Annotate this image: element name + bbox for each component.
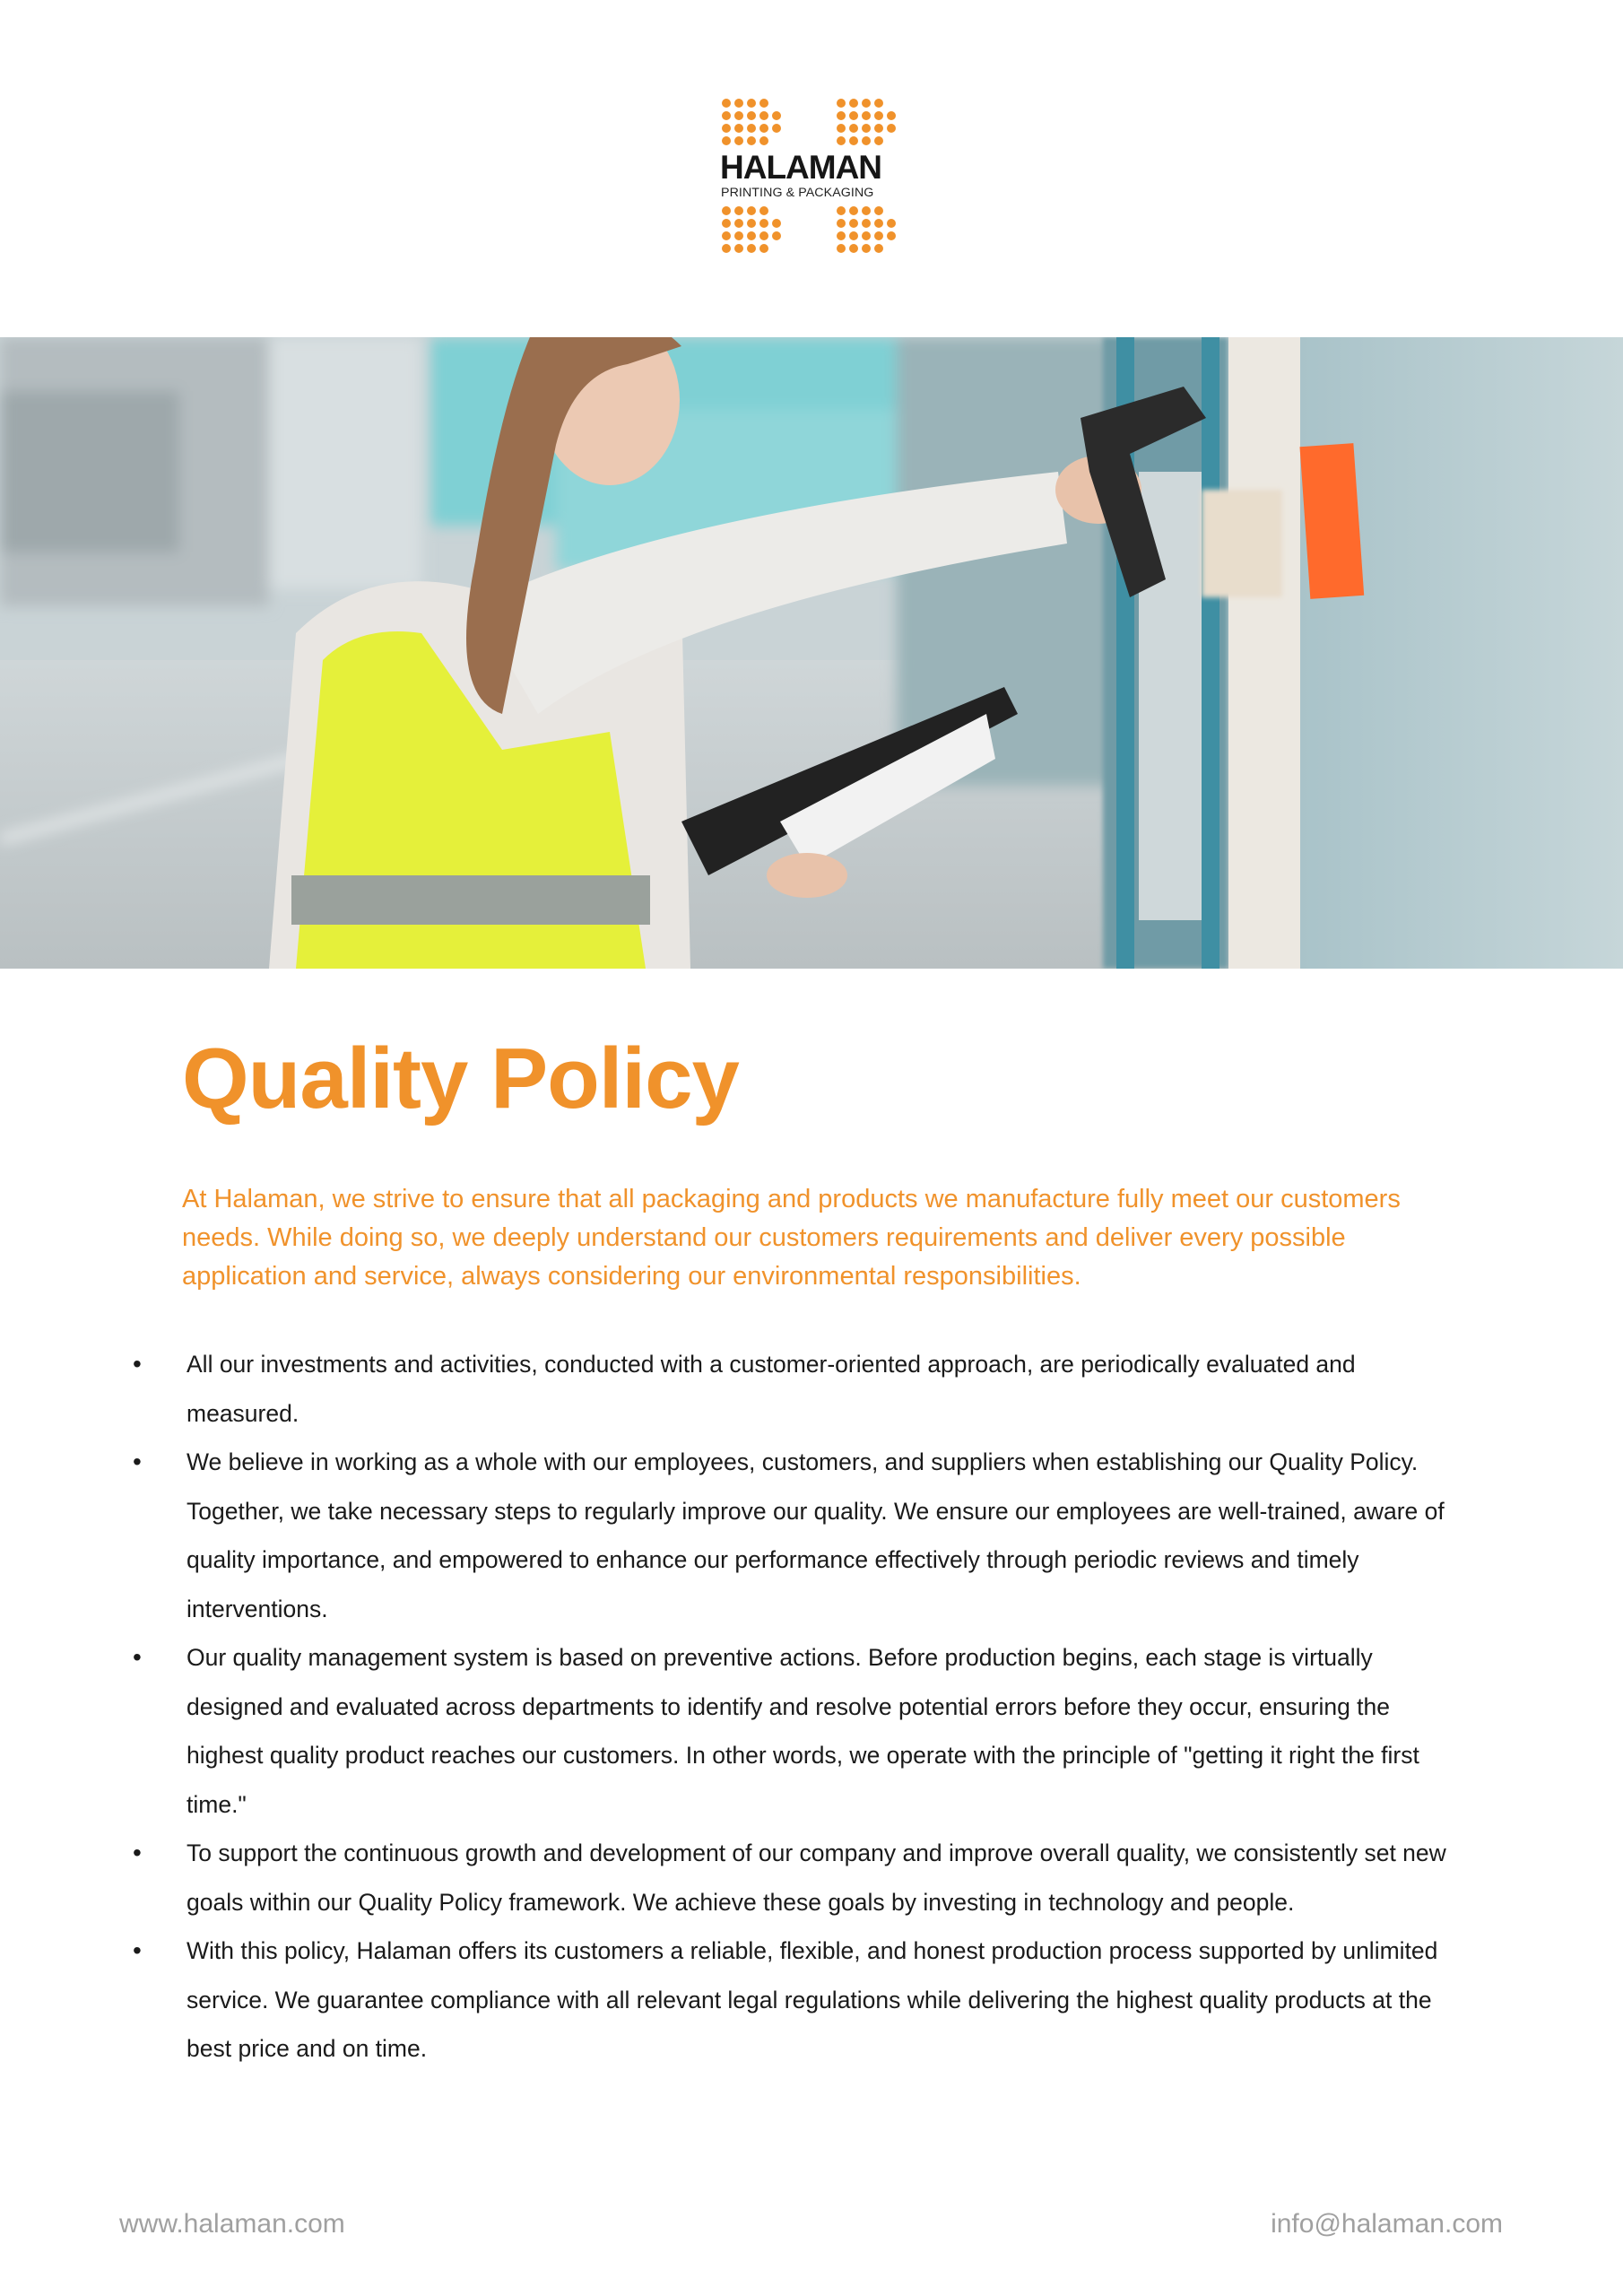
logo-dot <box>874 206 883 215</box>
logo-dot <box>734 244 743 253</box>
logo-dot <box>747 206 756 215</box>
logo-dot <box>874 99 883 108</box>
list-item <box>133 1829 1451 1926</box>
logo-dot <box>772 219 781 228</box>
logo-dot <box>747 219 756 228</box>
logo-dot <box>722 136 731 145</box>
intro-paragraph: At Halaman, we strive to ensure that all packaging and products we manufacture fully meet our customers needs. While doing so, we deeply understand our customers requirements and deliver every possible application and service, always considering our environmental responsibilities. <box>182 1185 1401 1291</box>
logo-dot <box>887 219 896 228</box>
logo-dot <box>874 219 883 228</box>
logo-dot <box>849 124 858 133</box>
policy-bullet-list <box>133 1340 1451 2074</box>
list-item <box>133 1438 1451 1633</box>
logo-dot <box>772 111 781 120</box>
logo-dot <box>837 111 846 120</box>
logo-dot <box>849 111 858 120</box>
bullet-icon: • <box>133 1839 142 1866</box>
logo-dot <box>722 206 731 215</box>
logo-dot <box>837 206 846 215</box>
logo-dot <box>874 111 883 120</box>
logo-dots-bottom-right <box>837 206 896 253</box>
bullet-text: To support the continuous growth and development of our company and improve overall quality, we consistently set new goals within our Quality Policy framework. We achieve these goals by investing in technology and people. <box>187 1839 1446 1916</box>
logo-dot <box>722 99 731 108</box>
logo-dot <box>747 231 756 240</box>
logo-dot <box>887 231 896 240</box>
logo-dot <box>862 124 871 133</box>
logo-dot <box>747 136 756 145</box>
logo-dots-top-left <box>722 99 781 145</box>
logo-dot <box>747 99 756 108</box>
logo-dot <box>862 231 871 240</box>
logo-dot <box>734 136 743 145</box>
logo-dot <box>887 124 896 133</box>
logo-dot <box>849 219 858 228</box>
list-item <box>133 1340 1451 1438</box>
bullet-icon: • <box>133 1350 142 1378</box>
logo-dot <box>849 231 858 240</box>
logo-dot <box>722 231 731 240</box>
logo-dot <box>837 136 846 145</box>
bullet-icon: • <box>133 1936 142 1964</box>
logo-dot <box>874 244 883 253</box>
logo-dot <box>849 136 858 145</box>
logo-dot <box>837 99 846 108</box>
logo-dot <box>747 244 756 253</box>
logo-name: HALAMAN <box>720 149 882 186</box>
bullet-text: All our investments and activities, conducted with a customer-oriented approach, are periodically evaluated and measured. <box>187 1351 1356 1427</box>
logo-dot <box>862 206 871 215</box>
logo-dot <box>759 124 768 133</box>
logo-dot <box>759 219 768 228</box>
logo-dot <box>759 111 768 120</box>
logo-dot <box>862 219 871 228</box>
logo-dot <box>862 99 871 108</box>
logo-tagline: PRINTING & PACKAGING <box>721 186 874 200</box>
page-title: Quality Policy <box>182 1031 739 1126</box>
bullet-text: Our quality management system is based on preventive actions. Before production begins, each stage is virtually designed and evaluated across departments to identify and resolve potential errors before they occur, ensuring the highest quality product reaches our customers. In other words, we operate with the principle of "getting it right the first time." <box>187 1644 1419 1818</box>
logo-dot <box>747 124 756 133</box>
logo-dot <box>862 136 871 145</box>
footer-website-link[interactable]: www.halaman.com <box>119 2209 345 2239</box>
logo-dot <box>734 206 743 215</box>
bullet-text: We believe in working as a whole with our employees, customers, and suppliers when establishing our Quality Policy. Together, we take necessary steps to regularly improve our quality. We ensure our employees are well-trained, aware of quality importance, and empowered to enhance our performance effectively through periodic reviews and timely interventions. <box>187 1448 1445 1622</box>
logo-dot <box>722 124 731 133</box>
logo-dots-top-right <box>837 99 896 145</box>
logo-dot <box>849 206 858 215</box>
bullet-icon: • <box>133 1643 142 1671</box>
list-item <box>133 1926 1451 2074</box>
logo-dot <box>837 124 846 133</box>
logo-dot <box>849 99 858 108</box>
logo-dot <box>722 219 731 228</box>
logo-dot <box>862 244 871 253</box>
company-logo <box>720 99 899 260</box>
hero-image <box>0 337 1623 969</box>
logo-dot <box>759 206 768 215</box>
logo-dot <box>759 231 768 240</box>
logo-dot <box>759 99 768 108</box>
logo-dot <box>874 136 883 145</box>
logo-dot <box>887 111 896 120</box>
logo-dot <box>862 111 871 120</box>
logo-dot <box>837 219 846 228</box>
logo-dot <box>772 231 781 240</box>
logo-dot <box>734 111 743 120</box>
bullet-text: With this policy, Halaman offers its customers a reliable, flexible, and honest production process supported by unlimited service. We guarantee compliance with all relevant legal regulations while delivering the highest quality products at the best price and on time. <box>187 1937 1438 2062</box>
logo-dots-bottom-left <box>722 206 781 253</box>
logo-dot <box>837 244 846 253</box>
logo-dot <box>759 136 768 145</box>
logo-dot <box>734 231 743 240</box>
footer-email-link[interactable]: info@halaman.com <box>1271 2209 1503 2239</box>
logo-dot <box>759 244 768 253</box>
logo-dot <box>734 219 743 228</box>
logo-dot <box>874 231 883 240</box>
logo-dot <box>837 231 846 240</box>
logo-dot <box>722 244 731 253</box>
logo-dot <box>849 244 858 253</box>
list-item <box>133 1633 1451 1829</box>
logo-dot <box>747 111 756 120</box>
logo-dot <box>772 124 781 133</box>
logo-dot <box>734 99 743 108</box>
bullet-icon: • <box>133 1448 142 1475</box>
logo-dot <box>734 124 743 133</box>
logo-dot <box>874 124 883 133</box>
logo-dot <box>722 111 731 120</box>
